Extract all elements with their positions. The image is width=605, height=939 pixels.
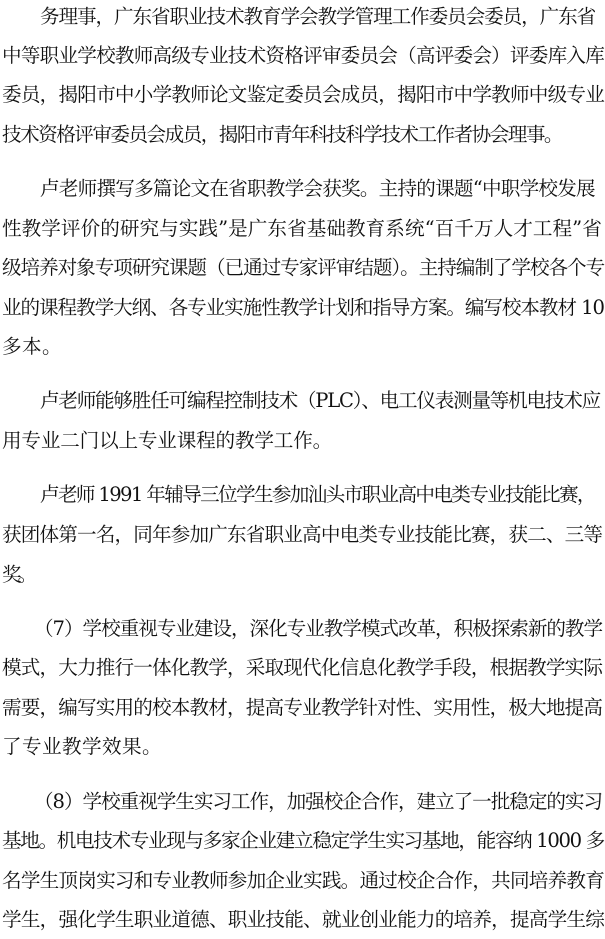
- text-line: 卢老师能够胜任可编程控制技术（PLC）、电工仪表测量等机电技术应: [40, 389, 600, 412]
- text-line: （7）学校重视专业建设，深化专业教学模式改革，积极探索新的教学: [34, 617, 603, 640]
- text-line: 性教学评价的研究与实践”是广东省基础教育系统“百千万人才工程”省: [2, 217, 602, 240]
- text-line: 名学生顶岗实习和专业教师参加企业实践。通过校企合作，共同培养教育: [2, 869, 605, 892]
- text-line: 需要，编写实用的校本教材，提高专业教学针对性、实用性，极大地提高: [2, 696, 603, 719]
- text-line: 学生，强化学生职业道德、职业技能、就业创业能力的培养，提高学生综: [2, 908, 605, 931]
- text-line: 业的课程教学大纲、各专业实施性教学计划和指导方案。编写校本教材 10: [2, 296, 604, 319]
- text-line: 获团体第一名，同年参加广东省职业高中电类专业技能比赛，获二、三等: [2, 523, 603, 546]
- text-line: 务理事，广东省职业技术教育学会教学管理工作委员会委员，广东省: [40, 5, 596, 28]
- text-line: 卢老师撰写多篇论文在省职教学会获奖。主持的课题“中职学校发展: [40, 177, 595, 200]
- text-line: 奖。: [2, 563, 34, 586]
- text-line: 基地。机电技术专业现与多家企业建立稳定学生实习基地，能容纳 1000 多: [2, 829, 604, 852]
- text-line: 多本。: [2, 335, 63, 358]
- text-line: 级培养对象专项研究课题（已通过专家评审结题）。主持编制了学校各个专: [2, 256, 605, 279]
- text-line: 中等职业学校教师高级专业技术资格评审委员会（高评委会）评委库入库: [2, 44, 605, 67]
- text-line: 模式，大力推行一体化教学，采取现代化信息化教学手段，根据教学实际: [2, 656, 603, 679]
- text-line: 委员，揭阳市中小学教师论文鉴定委员会成员，揭阳市中学教师中级专业: [2, 83, 605, 106]
- text-line: 用专业二门以上专业课程的教学工作。: [2, 429, 333, 452]
- text-line: 技术资格评审委员会成员，揭阳市青年科技科学技术工作者协会理事。: [2, 123, 562, 146]
- text-line: （8）学校重视学生实习工作，加强校企合作，建立了一批稳定的实习: [34, 790, 603, 813]
- text-line: 了专业教学效果。: [2, 735, 163, 758]
- text-line: 卢老师 1991 年辅导三位学生参加汕头市职业高中电类专业技能比赛，: [40, 483, 595, 506]
